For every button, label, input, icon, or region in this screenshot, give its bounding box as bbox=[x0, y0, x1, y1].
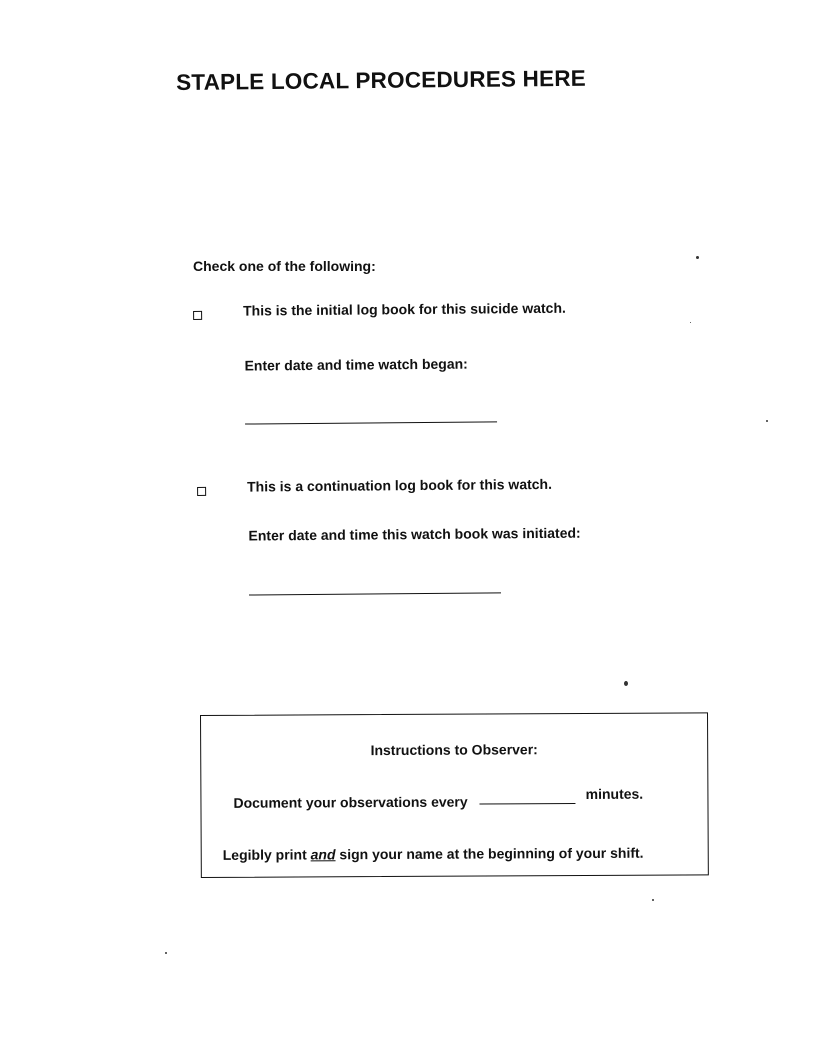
scan-speck bbox=[766, 420, 768, 422]
scan-speck bbox=[690, 322, 691, 323]
observation-interval-text: Document your observations every bbox=[233, 793, 468, 811]
book-initiated-entry-line[interactable] bbox=[249, 592, 501, 595]
scan-speck bbox=[652, 899, 654, 901]
observation-interval-line bbox=[233, 785, 644, 811]
continuation-log-book-checkbox[interactable] bbox=[197, 487, 206, 496]
watch-began-entry-line[interactable] bbox=[245, 421, 497, 424]
instructions-box bbox=[200, 712, 709, 878]
page-title: STAPLE LOCAL PROCEDURES HERE bbox=[176, 65, 587, 95]
scan-speck bbox=[165, 952, 167, 954]
instructions-title: Instructions to Observer: bbox=[370, 741, 538, 759]
check-prompt: Check one of the following: bbox=[193, 258, 376, 274]
scan-speck bbox=[696, 256, 699, 259]
sign-name-emphasis: and bbox=[310, 846, 336, 863]
observation-interval-entry-line[interactable] bbox=[480, 803, 576, 805]
sign-name-instruction bbox=[223, 845, 644, 863]
initial-log-book-label: This is the initial log book for this suicide watch. bbox=[242, 299, 566, 319]
book-initiated-prompt: Enter date and time this watch book was initiated: bbox=[248, 524, 581, 544]
scan-speck bbox=[624, 681, 628, 686]
continuation-log-book-label: This is a continuation log book for this watch. bbox=[246, 475, 553, 495]
watch-began-prompt: Enter date and time watch began: bbox=[244, 355, 468, 374]
minutes-label: minutes. bbox=[585, 785, 644, 802]
initial-log-book-checkbox[interactable] bbox=[193, 311, 202, 320]
sign-name-text-end: sign your name at the beginning of your shift. bbox=[339, 844, 644, 863]
sign-name-text-start: Legibly print bbox=[222, 846, 307, 863]
